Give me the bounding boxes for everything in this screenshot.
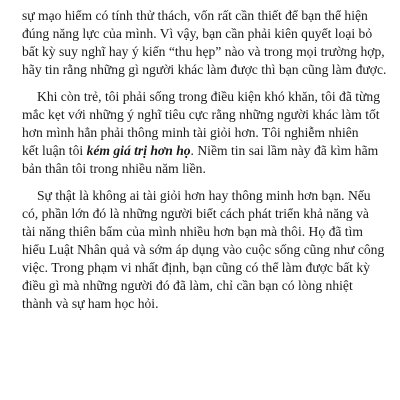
- text-line: sự mạo hiểm có tính thử thách, vốn rất cần thiết để bạn thể hiện: [22, 8, 368, 23]
- text-line: hiểu Luật Nhân quả và sớm áp dụng vào cuộc sống cũng như công: [22, 242, 385, 257]
- text-line: có, phần lớn đó là những người biết cách phát triển khả năng và: [22, 206, 369, 221]
- emphasized-phrase: kém giá trị hơn họ: [86, 143, 191, 158]
- text-line-with-emphasis: [22, 142, 378, 160]
- text-line: bản thân tôi trong nhiều năm liền.: [22, 161, 206, 176]
- text-line: điều gì mà những người đó đã làm, chỉ cần bạn có lòng nhiệt: [22, 278, 353, 293]
- text-segment: . Niềm tin sai lầm này đã kìm hãm: [190, 143, 379, 158]
- text-line: đúng năng lực của mình. Vì vậy, bạn cần phải kiên quyết loại bỏ: [22, 26, 373, 41]
- text-line: thành và sự ham học hỏi.: [22, 296, 159, 311]
- text-segment: kết luận tôi: [22, 143, 87, 158]
- text-line: Khi còn trẻ, tôi phải sống trong điều kiện khó khăn, tôi đã từng: [37, 89, 381, 104]
- text-line: bất kỳ suy nghĩ hay ý kiến “thu hẹp” nào và trong mọi trường hợp,: [22, 44, 385, 59]
- text-line: mắc kẹt với những ý nghĩ tiêu cực rằng những người khác làm tốt: [22, 107, 380, 122]
- text-line: tài năng thiên bẩm của mình nhiều hơn bạn mà thôi. Họ đã tìm: [22, 224, 363, 239]
- text-line: việc. Trong phạm vi nhất định, bạn cũng có thể làm được bất kỳ: [22, 260, 370, 275]
- text-line: hãy tin rằng những gì người khác làm được thì bạn cũng làm được.: [22, 62, 387, 77]
- text-line: Sự thật là không ai tài giỏi hơn hay thông minh hơn bạn. Nếu: [37, 188, 371, 203]
- text-line: hơn mình hẳn phải thông minh tài giỏi hơn. Tôi nghiễm nhiên: [22, 125, 359, 140]
